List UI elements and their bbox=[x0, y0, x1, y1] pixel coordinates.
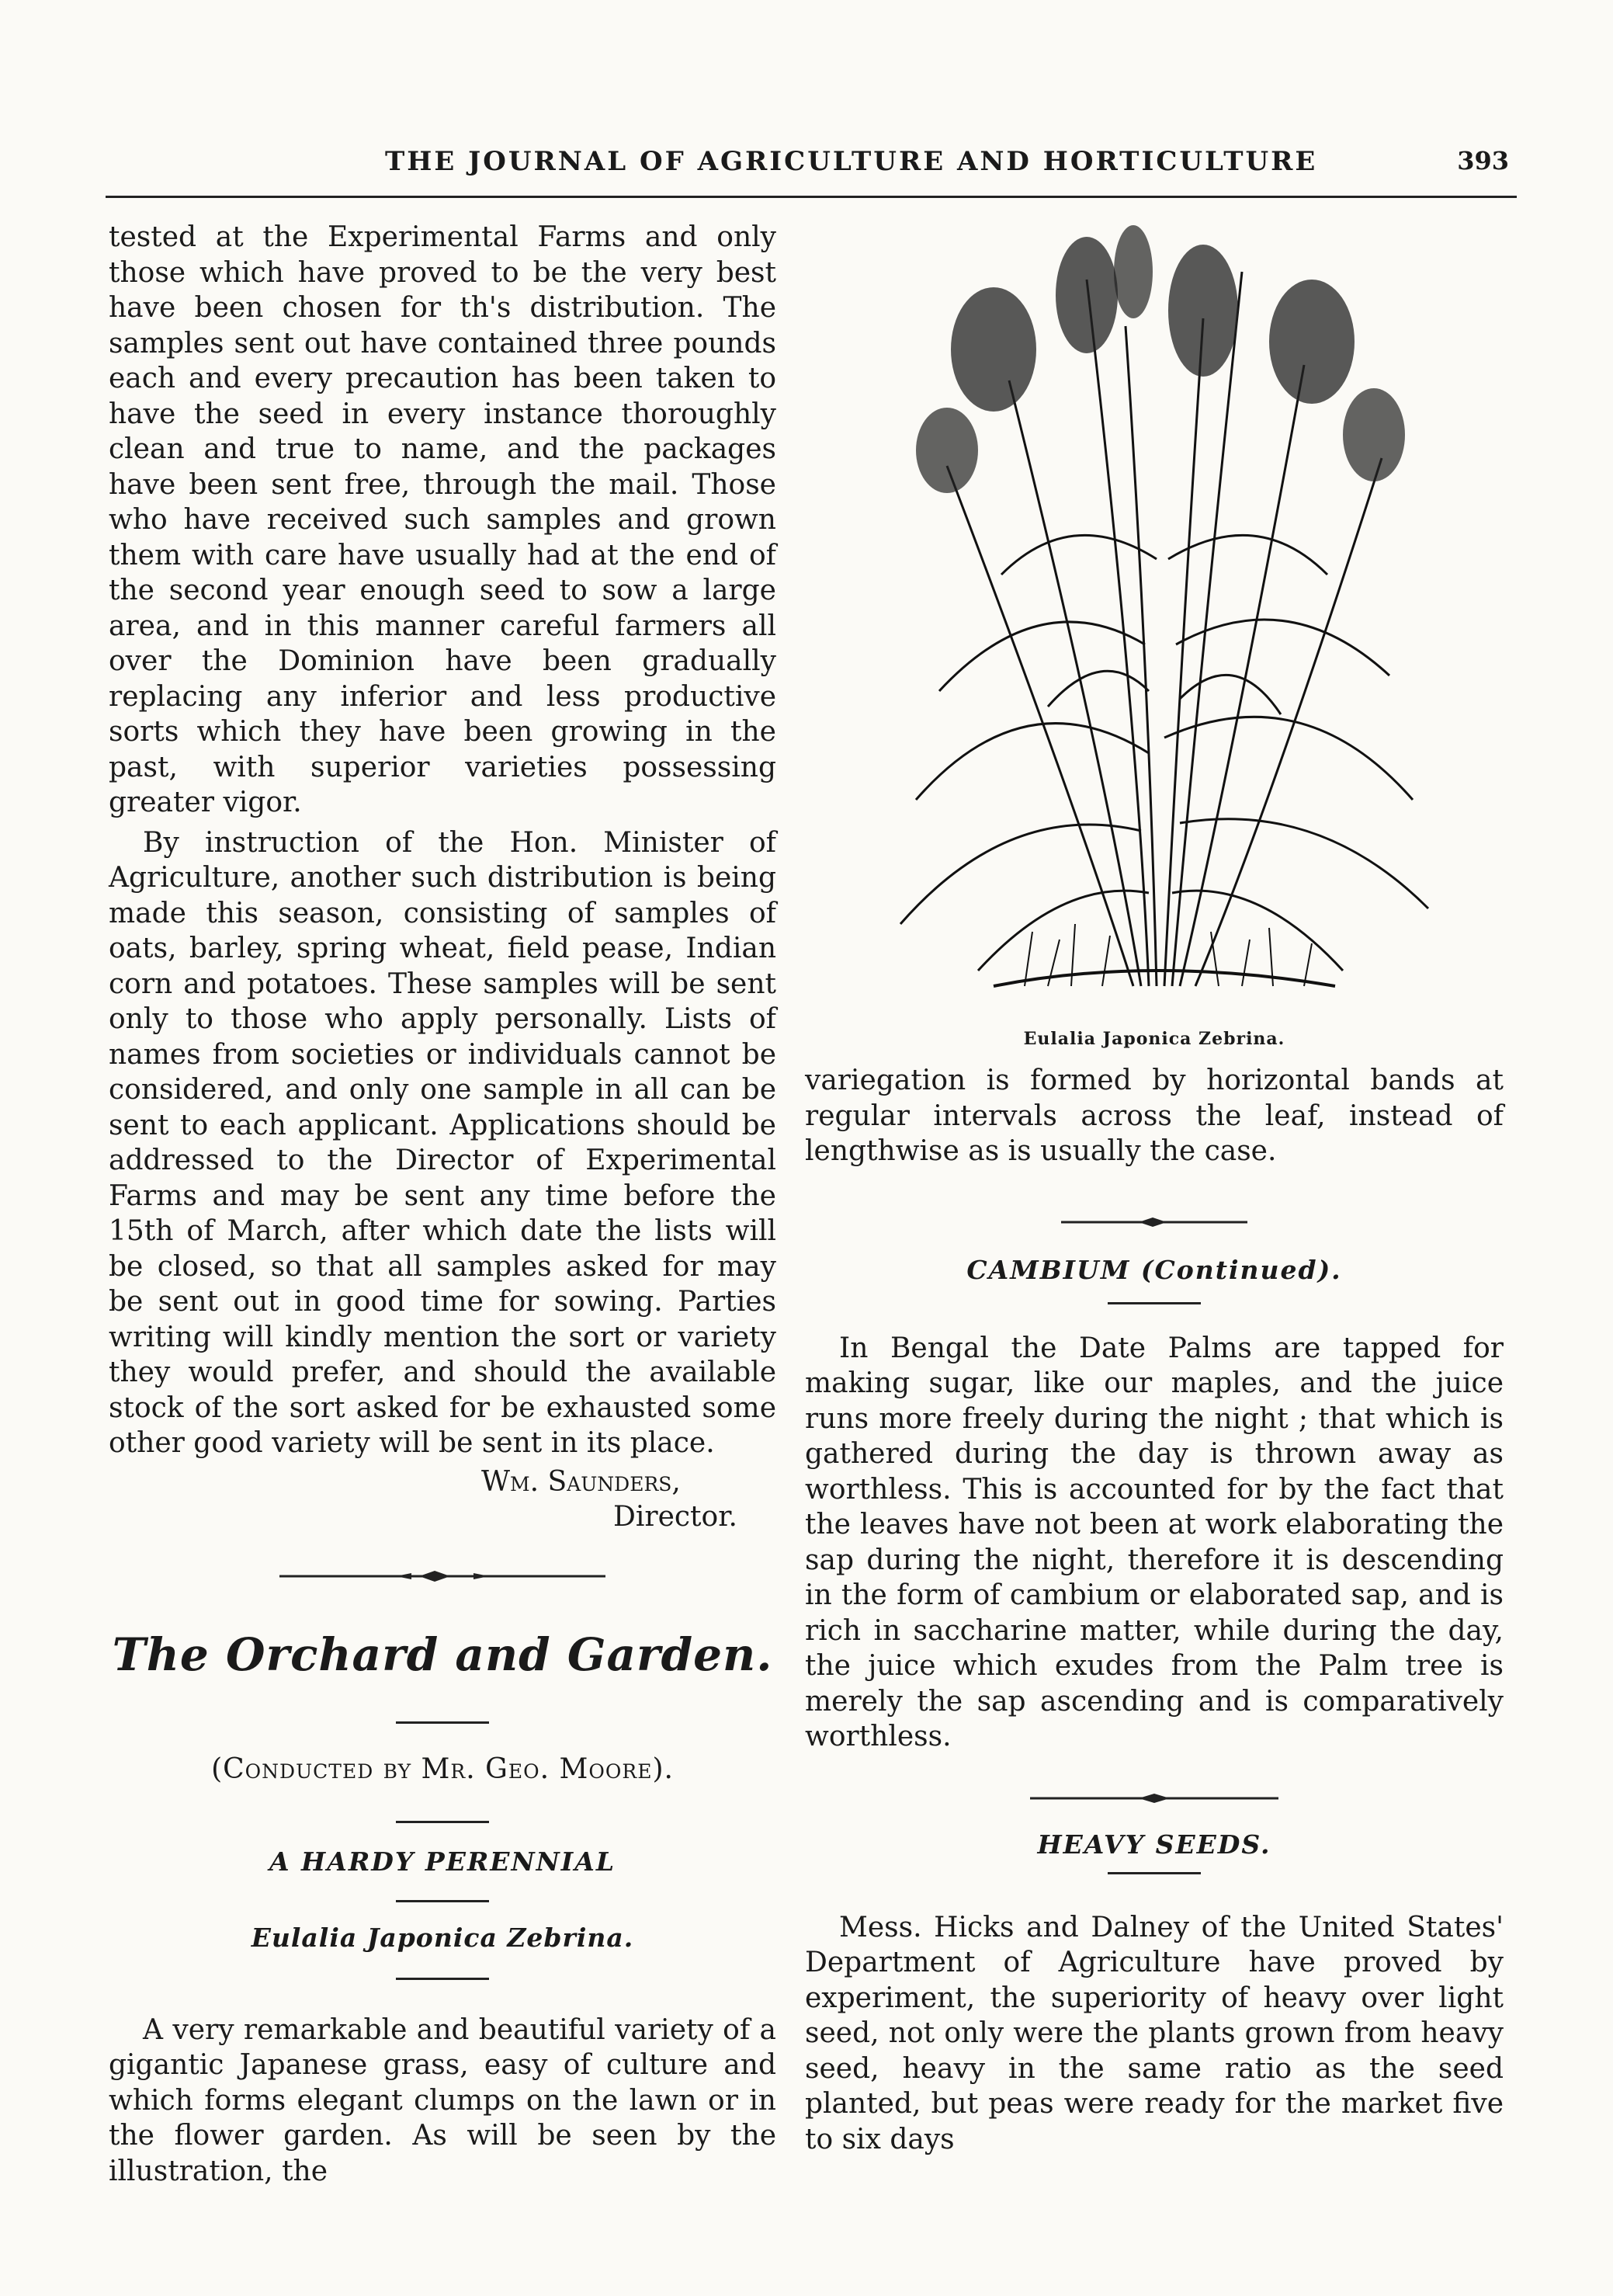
paragraph-variegation: variegation is formed by horizontal bands at regular intervals across the leaf, instead of lengthwise as is usually the case. bbox=[805, 1065, 1504, 1167]
rule bbox=[396, 1978, 489, 1980]
signature bbox=[109, 1464, 776, 1535]
section-divider-ornament bbox=[1061, 1213, 1247, 1231]
illustration-caption: Eulalia Japonica Zebrina. bbox=[1023, 1029, 1285, 1049]
section-divider-ornament bbox=[279, 1565, 605, 1588]
section-divider-ornament bbox=[1030, 1789, 1278, 1808]
article-subheading: Eulalia Japonica Zebrina. bbox=[251, 1922, 634, 1953]
rule bbox=[1108, 1872, 1201, 1874]
paragraph-eulalia: A very remarkable and beautiful variety of a gigantic Japanese grass, easy of culture and which forms elegant clumps on the lawn or in the flower garden. As will be seen by the illustration, the bbox=[109, 2013, 776, 2187]
article-heading: A HARDY PERENNIAL bbox=[269, 1846, 616, 1877]
rule bbox=[1108, 1302, 1201, 1304]
heading-heavy-seeds: HEAVY SEEDS. bbox=[1037, 1829, 1271, 1860]
paragraph-instruction: By instruction of the Hon. Minister of Agriculture, another such distribution is being made this season, consisting of samples of oats, barley, spring wheat, field pease, Indian corn and potatoes. These samples will be sent only to those who apply personally. Lists of names from societies or individuals cannot be considered, and only one sample in all can be sent to each applicant. Applications should be addressed to the Director of Experimental Farms and may be sent any time before the 15th of March, after which date the lists will be closed, so that all samples asked for may be sent out in good time for sowing. Parties writing will kindly mention the sort or variety they would prefer, and should the available stock of the sort asked for be exhausted some other good variety will be sent in its place. bbox=[109, 826, 776, 1459]
running-header bbox=[106, 140, 1509, 194]
paragraph-heavy-seeds: Mess. Hicks and Dalney of the United States' Department of Agriculture have proved by experiment, the superiority of heavy over light seed, not only were the plants grown from heavy seed, heavy in the same ratio as the seed planted, but peas were ready for the market five to six days bbox=[805, 1911, 1504, 2155]
right-column bbox=[805, 214, 1504, 2157]
header-rule bbox=[106, 196, 1517, 198]
section-title: The Orchard and Garden. bbox=[112, 1627, 773, 1681]
paragraph-cambium: In Bengal the Date Palms are tapped for making sugar, like our maples, and the juice runs more freely during the night ; that which is gathered during the day is thrown away as worthless. This is accounted for by the fact that the leaves have not been at work elaborating the sap during the night, therefore it is descending in the form of cambium or elaborated sap, and is rich in saccharine matter, while during the day, the juice which exudes from the Palm tree is merely the sap ascending and is comparatively worthless. bbox=[805, 1332, 1504, 1752]
paragraph-distribution: tested at the Experimental Farms and only those which have proved to be the very best have been chosen for th's distribution. The samples sent out have contained three pounds each and every precaution has been taken to have the seed in every instance thoroughly clean and true to name, and the packages have been sent free, through the mail. Those who have received such samples and grown them with care have usually had at the end of the second year enough seed to sow a large area, and in this manner careful farmers all over the Dominion have been gradually replacing any inferior and less productive sorts which they have been growing in the past, with superior varieties possessing greater vigor. bbox=[109, 221, 776, 818]
signature-title: Director. bbox=[613, 1501, 737, 1533]
section-subtitle: (Conducted by Mr. Geo. Moore). bbox=[211, 1752, 674, 1785]
rule bbox=[396, 1821, 489, 1823]
page-number: 393 bbox=[1457, 146, 1509, 175]
signature-name: Wm. Saunders, bbox=[481, 1465, 681, 1498]
left-column bbox=[109, 214, 776, 2189]
heading-cambium: CAMBIUM (Continued). bbox=[966, 1254, 1342, 1285]
rule bbox=[396, 1721, 489, 1724]
rule bbox=[396, 1900, 489, 1902]
journal-title: THE JOURNAL OF AGRICULTURE AND HORTICULTURE bbox=[385, 146, 1318, 177]
